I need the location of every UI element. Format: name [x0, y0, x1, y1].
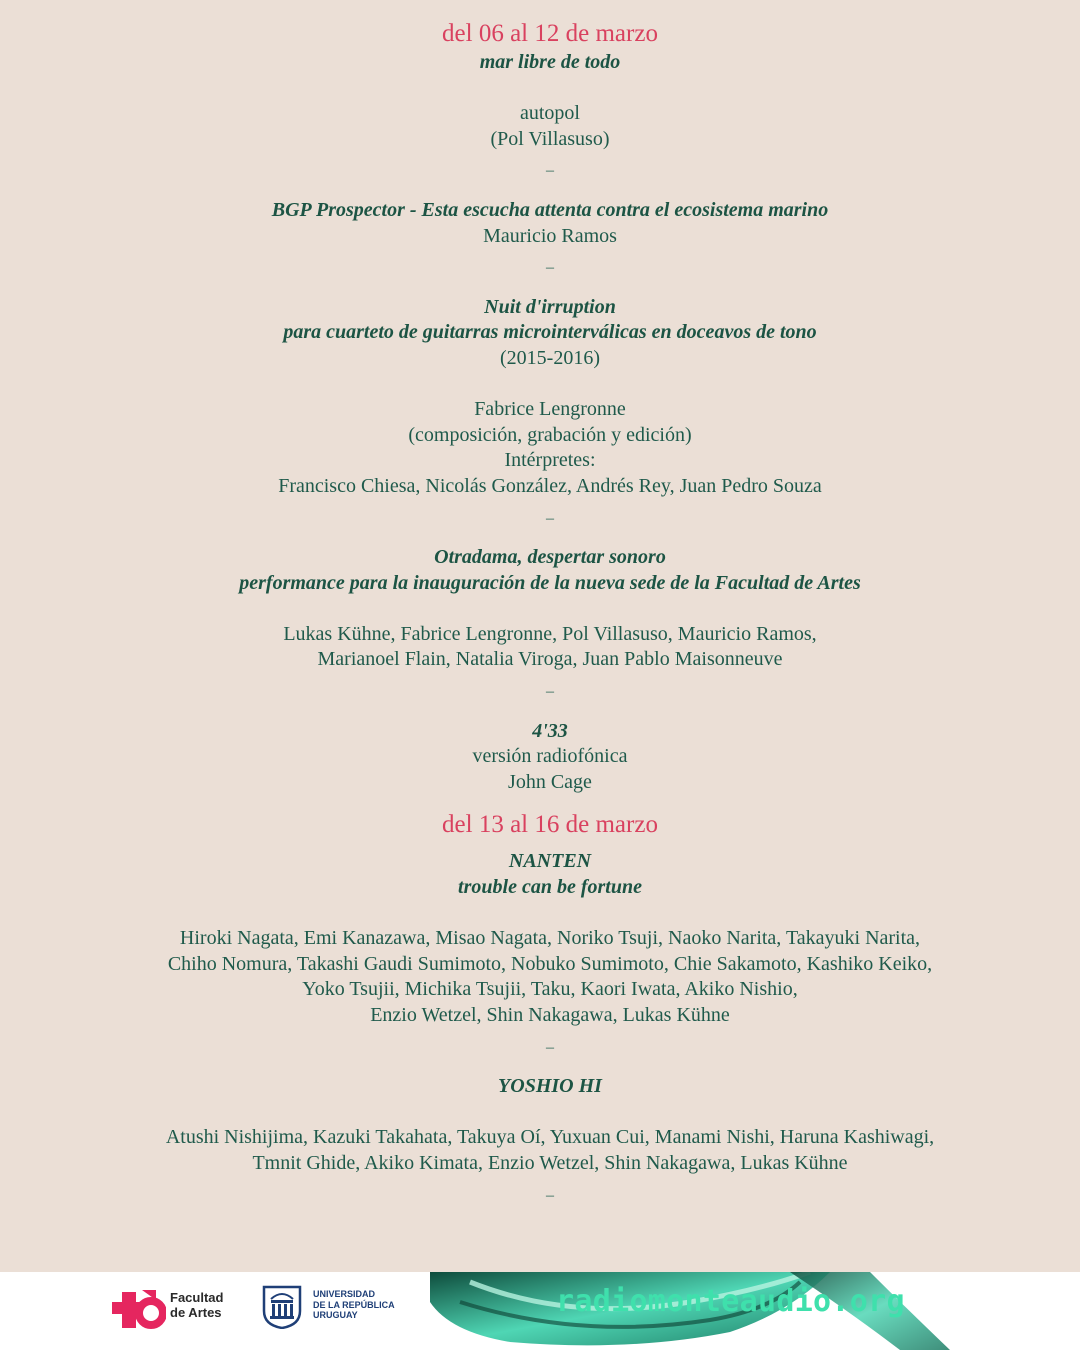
separator: – — [546, 1186, 554, 1204]
composer-role: (composición, grabación y edición) — [408, 423, 692, 446]
work-version: versión radiofónica — [472, 745, 628, 768]
artist-name: autopol — [520, 102, 580, 125]
work-author: Mauricio Ramos — [483, 224, 617, 247]
udelar-logo-icon — [262, 1285, 302, 1329]
separator: – — [546, 1038, 554, 1056]
udelar-line3: URUGUAY — [313, 1310, 358, 1320]
work-subtitle: para cuarteto de guitarras microinterválicas en doceavos de tono — [283, 321, 817, 344]
udelar-line1: UNIVERSIDAD — [313, 1289, 376, 1299]
udelar-line2: DE LA REPÚBLICA — [313, 1299, 395, 1310]
section-subtitle: mar libre de todo — [479, 51, 621, 73]
participants-list: Marianoel Flain, Natalia Viroga, Juan Pablo Maisonneuve — [317, 648, 783, 671]
facultad-line2: de Artes — [170, 1305, 222, 1320]
participants-list: Chiho Nomura, Takashi Gaudi Sumimoto, Nobuko Sumimoto, Chie Sakamoto, Kashiko Keiko, — [167, 952, 933, 975]
separator: – — [546, 683, 554, 701]
work-title: 4'33 — [532, 719, 568, 742]
work-title: Otradama, despertar sonoro — [434, 546, 666, 569]
facultad-de-artes-text — [170, 1290, 223, 1320]
udelar-text — [313, 1289, 395, 1321]
participants-list: Tmnit Ghide, Akiko Kimata, Enzio Wetzel, Shin Nakagawa, Lukas Kühne — [252, 1151, 848, 1174]
separator: – — [546, 509, 554, 527]
performers-label: Intérpretes: — [504, 449, 596, 472]
participants-list: Hiroki Nagata, Emi Kanazawa, Misao Nagata, Noriko Tsuji, Naoko Narita, Takayuki Narita, — [179, 927, 921, 950]
work-title: BGP Prospector - Esta escucha attenta contra el ecosistema marino — [271, 198, 829, 221]
facultad-de-artes-logo-icon — [112, 1286, 166, 1334]
work-title: YOSHIO HI — [498, 1075, 602, 1098]
separator: – — [546, 162, 554, 180]
date-range-1: del 06 al 12 de marzo — [442, 20, 658, 47]
participants-list: Yoko Tsujii, Michika Tsujii, Taku, Kaori Iwata, Akiko Nishio, — [302, 978, 798, 1001]
date-range-2: del 13 al 16 de marzo — [442, 811, 658, 839]
participants-list: Atushi Nishijima, Kazuki Takahata, Takuya Oí, Yuxuan Cui, Manami Nishi, Haruna Kashiwagi, — [165, 1126, 935, 1149]
program-content — [0, 18, 1080, 1208]
separator: – — [546, 259, 554, 277]
work-title: NANTEN — [508, 850, 592, 873]
work-years: (2015-2016) — [500, 346, 600, 369]
work-subtitle: performance para la inauguración de la nueva sede de la Facultad de Artes — [239, 571, 861, 594]
composer-name: Fabrice Lengronne — [474, 398, 626, 421]
work-author: John Cage — [508, 770, 592, 793]
work-subtitle: trouble can be fortune — [458, 876, 642, 899]
artist-realname: (Pol Villasuso) — [490, 127, 610, 150]
website-link[interactable]: radiomonteaudio.org — [556, 1284, 905, 1319]
facultad-line1: Facultad — [170, 1290, 224, 1305]
performers-list: Francisco Chiesa, Nicolás González, Andrés Rey, Juan Pedro Souza — [278, 474, 822, 497]
work-title: Nuit d'irruption — [484, 295, 616, 318]
footer-bar — [0, 1272, 1080, 1350]
participants-list: Lukas Kühne, Fabrice Lengronne, Pol Villasuso, Mauricio Ramos, — [283, 622, 817, 645]
participants-list: Enzio Wetzel, Shin Nakagawa, Lukas Kühne — [370, 1004, 730, 1026]
